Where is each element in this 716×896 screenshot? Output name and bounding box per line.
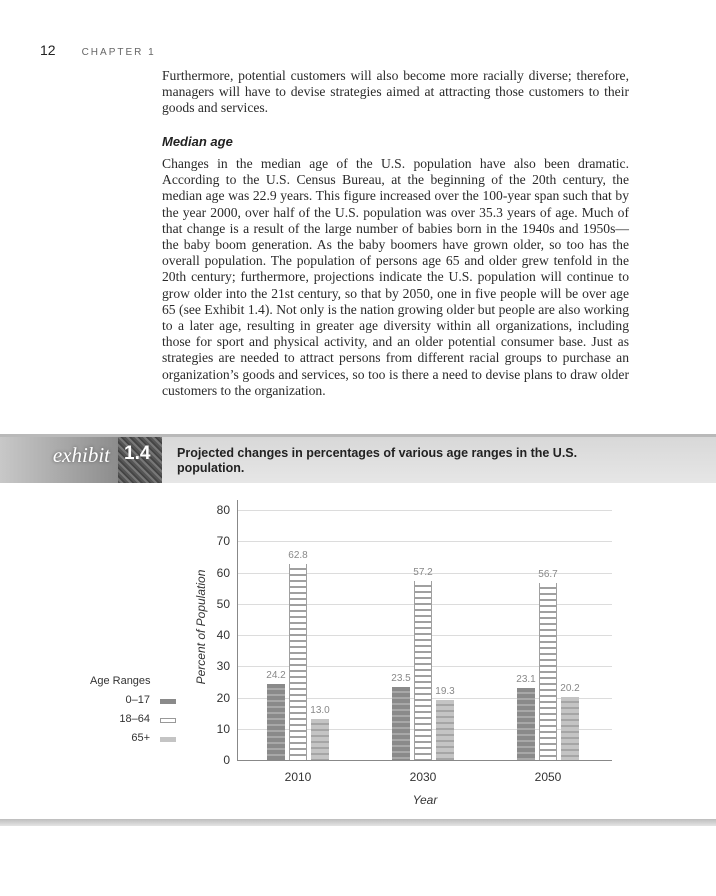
- bar-0-17: [517, 688, 535, 760]
- y-axis-title: Percent of Population: [194, 569, 208, 685]
- y-tick-label: 40: [216, 628, 230, 642]
- x-axis: [237, 760, 612, 761]
- gridline: [238, 541, 612, 542]
- y-axis: [237, 500, 238, 761]
- median-age-paragraph: Changes in the median age of the U.S. population have also been dramatic. According to the U.S. Census Bureau, at the beginning of the 20th century, the median age was 22.9 years. This figure increased over the 100-year span such that by the year 2000, over half of the U.S. population was over 35.3 years of age. Much of that change is a result of the large number of babies born in the 1940s and 1950s—the baby boom generation. As the baby boomers have grown older, so too has the overall population. The population of persons age 65 and older grew tenfold in the 20th century; furthermore, projections indicate the U.S. population will continue to grow older into the 21st century, so that by 2050, one in five people will be over age 65 (see Exhibit 1.4). Not only is the nation growing older but people are also working to a later age, resulting in greater age diversity within all organizations, including those for sport and physical activity, and an older potential consumer base. Just as strategies are needed to attract persons from different racial groups to purchase an organization’s goods and services, so too is there a need to devise plans to draw older customers to the organization.: [162, 156, 629, 398]
- y-tick-label: 0: [223, 753, 230, 767]
- exhibit-number: 1.4: [124, 443, 151, 464]
- bar-18-64: [414, 581, 432, 760]
- exhibit-header: [0, 434, 716, 483]
- legend-swatch: [160, 737, 176, 742]
- y-tick-label: 30: [216, 659, 230, 674]
- bar-value-label: 57.2: [413, 567, 433, 579]
- legend-label: 65+: [131, 732, 150, 744]
- legend-label: 0–17: [125, 694, 150, 706]
- bar-value-label: 56.7: [538, 568, 558, 580]
- bar-value-label: 19.3: [435, 685, 455, 697]
- bar-value-label: 23.1: [516, 673, 536, 685]
- exhibit-caption: Projected changes in percentages of various age ranges in the U.S. population.: [177, 446, 578, 475]
- x-tick-label: 2050: [534, 770, 562, 784]
- y-tick-label: 60: [216, 565, 230, 580]
- x-axis-title: Year: [412, 793, 438, 807]
- exhibit-word: exhibit: [52, 443, 110, 467]
- page-header: [40, 42, 156, 58]
- legend-item: [100, 713, 160, 725]
- y-tick-label: 10: [216, 721, 230, 736]
- bar-0-17: [392, 687, 410, 760]
- bar-value-label: 13.0: [310, 705, 330, 717]
- intro-paragraph: Furthermore, potential customers will also become more racially diverse; therefore, managers will have to devise strategies aimed at attracting those customers to their goods and services.: [162, 68, 629, 116]
- exhibit-bottom-rule: [0, 819, 716, 826]
- gridline: [238, 510, 612, 511]
- page-number: 12: [40, 42, 56, 58]
- bar-18-64: [539, 583, 557, 760]
- bar-0-17: [267, 684, 285, 760]
- legend-item: [100, 732, 160, 744]
- legend-swatch: [160, 718, 176, 723]
- bar-value-label: 62.8: [288, 549, 308, 561]
- bar-65+: [561, 697, 579, 760]
- y-tick-label: 80: [216, 503, 230, 517]
- exhibit-label: [0, 437, 118, 483]
- bar-value-label: 20.2: [560, 682, 580, 694]
- legend-label: 18–64: [119, 713, 150, 725]
- bar-value-label: 23.5: [391, 672, 411, 684]
- y-tick-label: 70: [216, 534, 230, 549]
- exhibit-number-box: [118, 437, 162, 483]
- bar-value-label: 24.2: [266, 670, 286, 682]
- bar-65+: [436, 700, 454, 760]
- legend-swatch: [160, 699, 176, 704]
- bar-65+: [311, 719, 329, 760]
- legend-title: Age Ranges: [90, 675, 151, 687]
- x-tick-label: 2010: [284, 770, 312, 784]
- section-heading: Median age: [162, 134, 233, 149]
- y-tick-label: 20: [216, 690, 230, 705]
- chapter-label: CHAPTER 1: [81, 47, 156, 58]
- legend-item: [100, 694, 160, 706]
- y-tick-label: 50: [216, 596, 230, 611]
- bar-18-64: [289, 564, 307, 760]
- x-tick-label: 2030: [409, 770, 437, 784]
